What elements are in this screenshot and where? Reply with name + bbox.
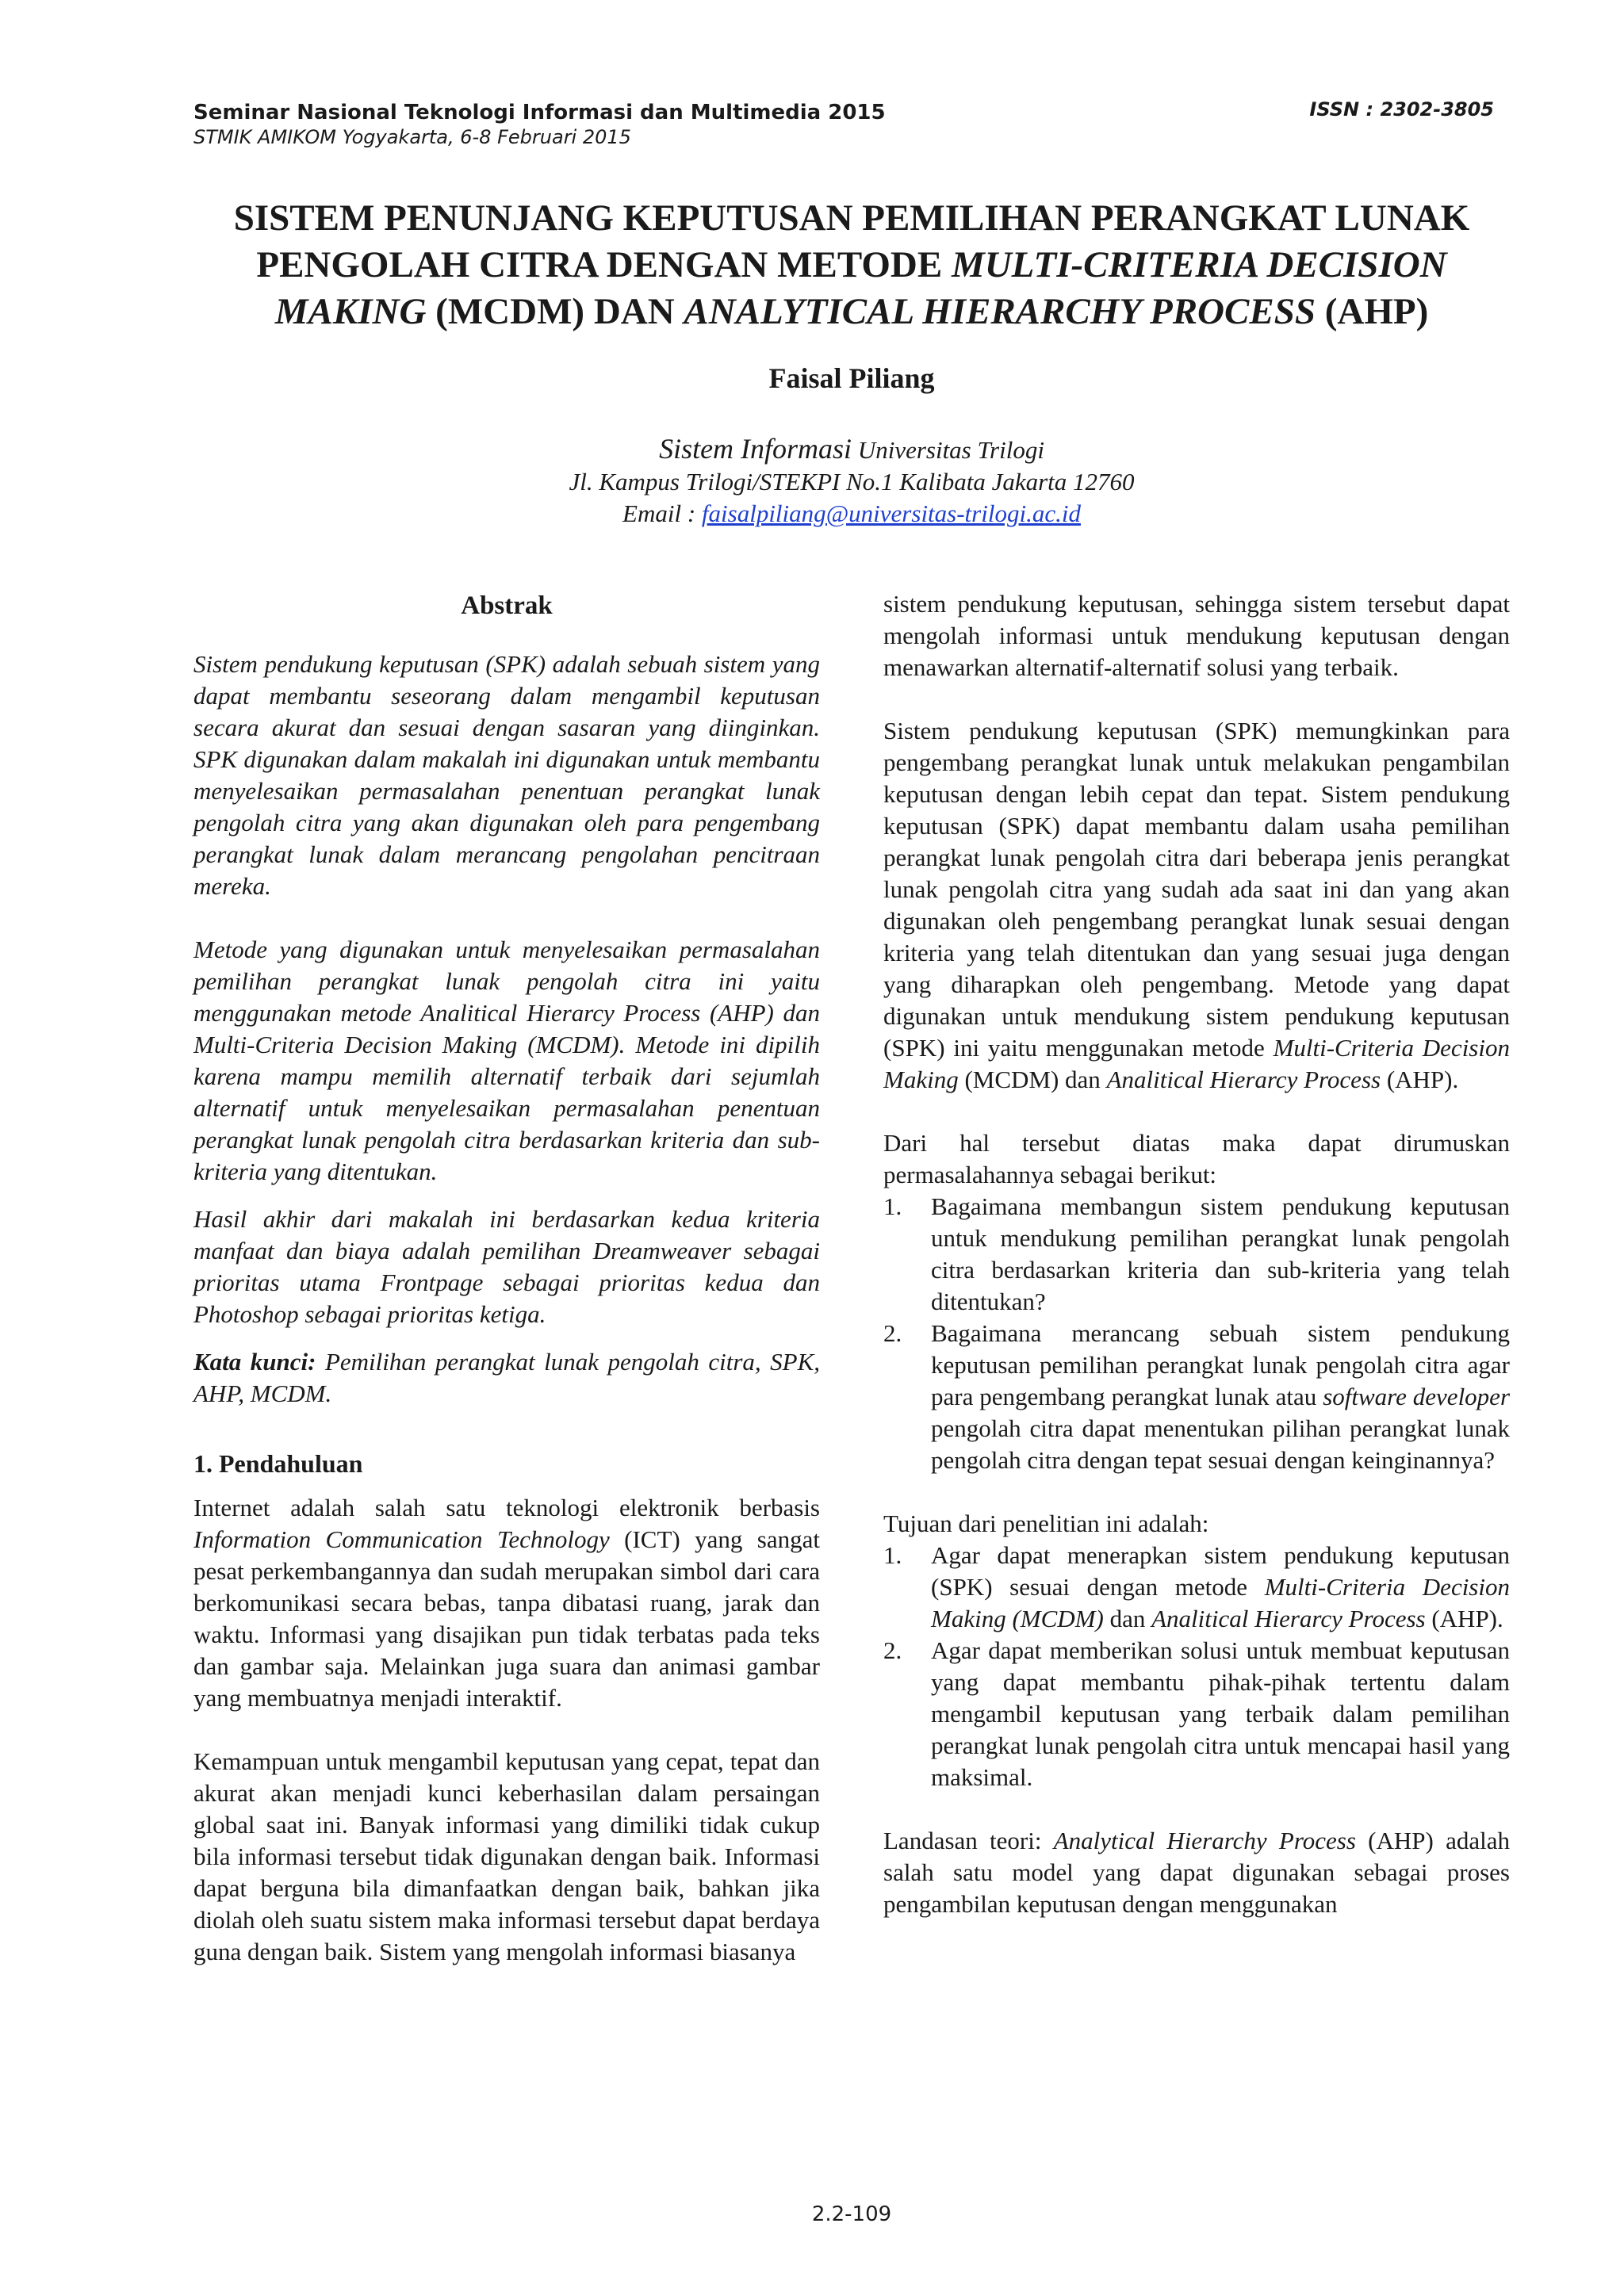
address: Jl. Kampus Trilogi/STEKPI No.1 Kalibata Jakarta 12760	[569, 468, 1135, 496]
right-paragraph-4: Tujuan dari penelitian ini adalah:	[883, 1510, 1209, 1537]
text-run: pengolah citra dapat menentukan pilihan perangkat lunak pengolah citra dengan tepat sesuai dengan keinginannya?	[931, 1414, 1510, 1474]
section-heading: 1. Pendahuluan	[193, 1449, 363, 1478]
abstract-heading: Abstrak	[461, 591, 553, 620]
right-paragraph-2	[883, 715, 1510, 1096]
affiliation	[0, 433, 1624, 530]
email-line	[0, 498, 1624, 530]
abstract-paragraph-3: Hasil akhir dari makalah ini berdasarkan kedua kriteria manfaat dan biaya adalah pemilihan Dreamweaver sebagai prioritas utama Frontpage sebagai prioritas kedua dan Photoshop sebagai prioritas ketiga.	[193, 1205, 820, 1328]
issn: ISSN : 2302-3805	[1309, 98, 1494, 121]
list-number: 1.	[883, 1541, 902, 1569]
text-run-italic: Analytical Hierarchy Process	[1053, 1827, 1356, 1854]
list-number: 2.	[883, 1636, 902, 1664]
email-link[interactable]: faisalpiliang@universitas-trilogi.ac.id	[701, 499, 1081, 527]
objective-list	[883, 1540, 1510, 1793]
paper-title	[159, 195, 1545, 335]
affiliation-line	[0, 433, 1624, 466]
text-run: Bagaimana merancang sebuah sistem pendukung keputusan pemilihan perangkat lunak pengolah citra agar para pengembang perangkat lunak atau	[931, 1319, 1510, 1410]
list-number: 1.	[883, 1192, 902, 1220]
text-run: (AHP).	[1425, 1605, 1503, 1632]
department: Sistem Informasi	[659, 433, 852, 465]
intro-paragraph-1	[193, 1492, 820, 1714]
list-item	[883, 1635, 1510, 1793]
list-item	[883, 1318, 1510, 1476]
running-header	[193, 100, 886, 149]
text-run-italic: Analitical Hierarcy Process	[1106, 1066, 1381, 1093]
text-run: Landasan teori:	[883, 1827, 1054, 1854]
title-italic: ANALYTICAL HIERARCHY PROCESS	[684, 291, 1316, 332]
author-name: Faisal Piliang	[768, 362, 935, 394]
list-item	[883, 1191, 1510, 1318]
text-run-italic: Information Communication Technology	[193, 1525, 610, 1553]
text-run: (AHP).	[1381, 1066, 1459, 1093]
abstract-paragraph-2: Metode yang digunakan untuk menyelesaikan permasalahan pemilihan perangkat lunak pengolah citra ini yaitu menggunakan metode Analitical Hierarcy Process (AHP) dan Multi-Criteria Decision Making (MCDM). Metode ini dipilih karena mampu memilih alternatif terbaik dari sejumlah alternatif untuk menyelesaikan permasalahan penentuan perangkat lunak pengolah citra berdasarkan kriteria dan sub-kriteria yang ditentukan.	[193, 936, 820, 1185]
title-text: PENGOLAH CITRA DENGAN METODE	[256, 244, 952, 285]
title-line-3	[159, 289, 1545, 335]
keywords-label: Kata kunci:	[193, 1348, 316, 1376]
text-run-italic: Multi-Criteria Decision Making	[883, 1034, 1510, 1093]
title-line-1: SISTEM PENUNJANG KEPUTUSAN PEMILIHAN PERANGKAT LUNAK	[233, 197, 1470, 239]
right-paragraph-1: sistem pendukung keputusan, sehingga sistem tersebut dapat mengolah informasi untuk mendukung keputusan dengan menawarkan alternatif-alternatif solusi yang terbaik.	[883, 590, 1510, 681]
text-run: (ICT) yang sangat pesat perkembangannya dan sudah merupakan simbol dari cara berkomunikasi secara bebas, tanpa dibatasi ruang, jarak dan waktu. Informasi yang disajikan pun tidak terbatas pada teks dan gambar saja. Melainkan juga suara dan animasi gambar yang membuatnya menjadi interaktif.	[193, 1525, 820, 1712]
title-line-2	[159, 242, 1545, 289]
list-item	[883, 1540, 1510, 1635]
email-label: Email :	[622, 499, 702, 527]
list-text: Agar dapat memberikan solusi untuk membuat keputusan yang dapat membantu pihak-pihak tertentu dalam mengambil keputusan yang terbaik dalam pemilihan perangkat lunak pengolah citra untuk mencapai hasil yang maksimal.	[931, 1636, 1510, 1791]
right-paragraph-3: Dari hal tersebut diatas maka dapat dirumuskan permasalahannya sebagai berikut:	[883, 1129, 1510, 1188]
text-run-italic: Multi-Criteria Decision Making (MCDM)	[931, 1573, 1510, 1632]
title-italic: MULTI-CRITERIA DECISION	[951, 244, 1447, 285]
text-run-italic: Analitical Hierarcy Process	[1151, 1605, 1426, 1632]
text-run: Agar dapat menerapkan sistem pendukung keputusan (SPK) sesuai dengan metode	[931, 1541, 1510, 1601]
text-run-italic: software developer	[1323, 1383, 1511, 1410]
text-run: (AHP) adalah salah satu model yang dapat digunakan sebagai proses pengambilan keputusan dengan menggunakan	[883, 1827, 1510, 1918]
text-run: (MCDM) dan	[958, 1066, 1107, 1093]
university: Universitas Trilogi	[852, 436, 1044, 464]
keywords-text: Pemilihan perangkat lunak pengolah citra, SPK, AHP, MCDM.	[193, 1348, 820, 1407]
text-run: Sistem pendukung keputusan (SPK) memungkinkan para pengembang perangkat lunak untuk melakukan pengambilan keputusan dengan lebih cepat dan tepat. Sistem pendukung keputusan (SPK) dapat membantu dalam usaha pemilihan perangkat lunak pengolah citra dari beberapa jenis perangkat lunak pengolah citra yang sudah ada saat ini dan yang akan digunakan oleh pengembang perangkat lunak sesuai dengan kriteria yang telah ditentukan dan yang sesuai juga dengan yang diharapkan oleh pengembang. Metode yang dapat digunakan untuk mendukung sistem pendukung keputusan (SPK) ini yaitu menggunakan metode	[883, 717, 1510, 1062]
left-column	[193, 590, 820, 1968]
text-run: Internet adalah salah satu teknologi elektronik berbasis	[193, 1494, 820, 1521]
page-number: 2.2-109	[811, 2202, 892, 2226]
problem-list	[883, 1191, 1510, 1476]
right-column	[883, 590, 1510, 1920]
intro-paragraph-2: Kemampuan untuk mengambil keputusan yang cepat, tepat dan akurat akan menjadi kunci keberhasilan dalam persaingan global saat ini. Banyak informasi yang dimiliki tidak cukup bila informasi tersebut tidak digunakan dengan baik. Informasi dapat berguna bila dimanfaatkan dengan baik, bahkan jika diolah oleh suatu sistem maka informasi tersebut dapat berdaya guna dengan baik. Sistem yang mengolah informasi biasanya	[193, 1747, 820, 1965]
list-text: Bagaimana membangun sistem pendukung keputusan untuk mendukung pemilihan perangkat lunak pengolah citra berdasarkan kriteria dan sub-kriteria yang telah ditentukan?	[931, 1192, 1510, 1315]
list-number: 2.	[883, 1319, 902, 1347]
conference-venue: STMIK AMIKOM Yogyakarta, 6-8 Februari 2015	[193, 126, 631, 148]
right-paragraph-5	[883, 1825, 1510, 1920]
title-text: (MCDM) DAN	[426, 291, 684, 332]
title-italic: MAKING	[274, 291, 427, 332]
text-run: dan	[1103, 1605, 1152, 1632]
keywords	[193, 1346, 820, 1410]
title-text: (AHP)	[1315, 291, 1429, 332]
abstract-paragraph-1: Sistem pendukung keputusan (SPK) adalah sebuah sistem yang dapat membantu seseorang dalam mengambil keputusan secara akurat dan sesuai dengan sasaran yang diinginkan. SPK digunakan dalam makalah ini digunakan untuk membantu menyelesaikan permasalahan penentuan perangkat lunak pengolah citra yang akan digunakan oleh para pengembang perangkat lunak dalam merancang pengolahan pencitraan mereka.	[193, 650, 820, 900]
conference-name: Seminar Nasional Teknologi Informasi dan Multimedia 2015	[193, 101, 886, 124]
